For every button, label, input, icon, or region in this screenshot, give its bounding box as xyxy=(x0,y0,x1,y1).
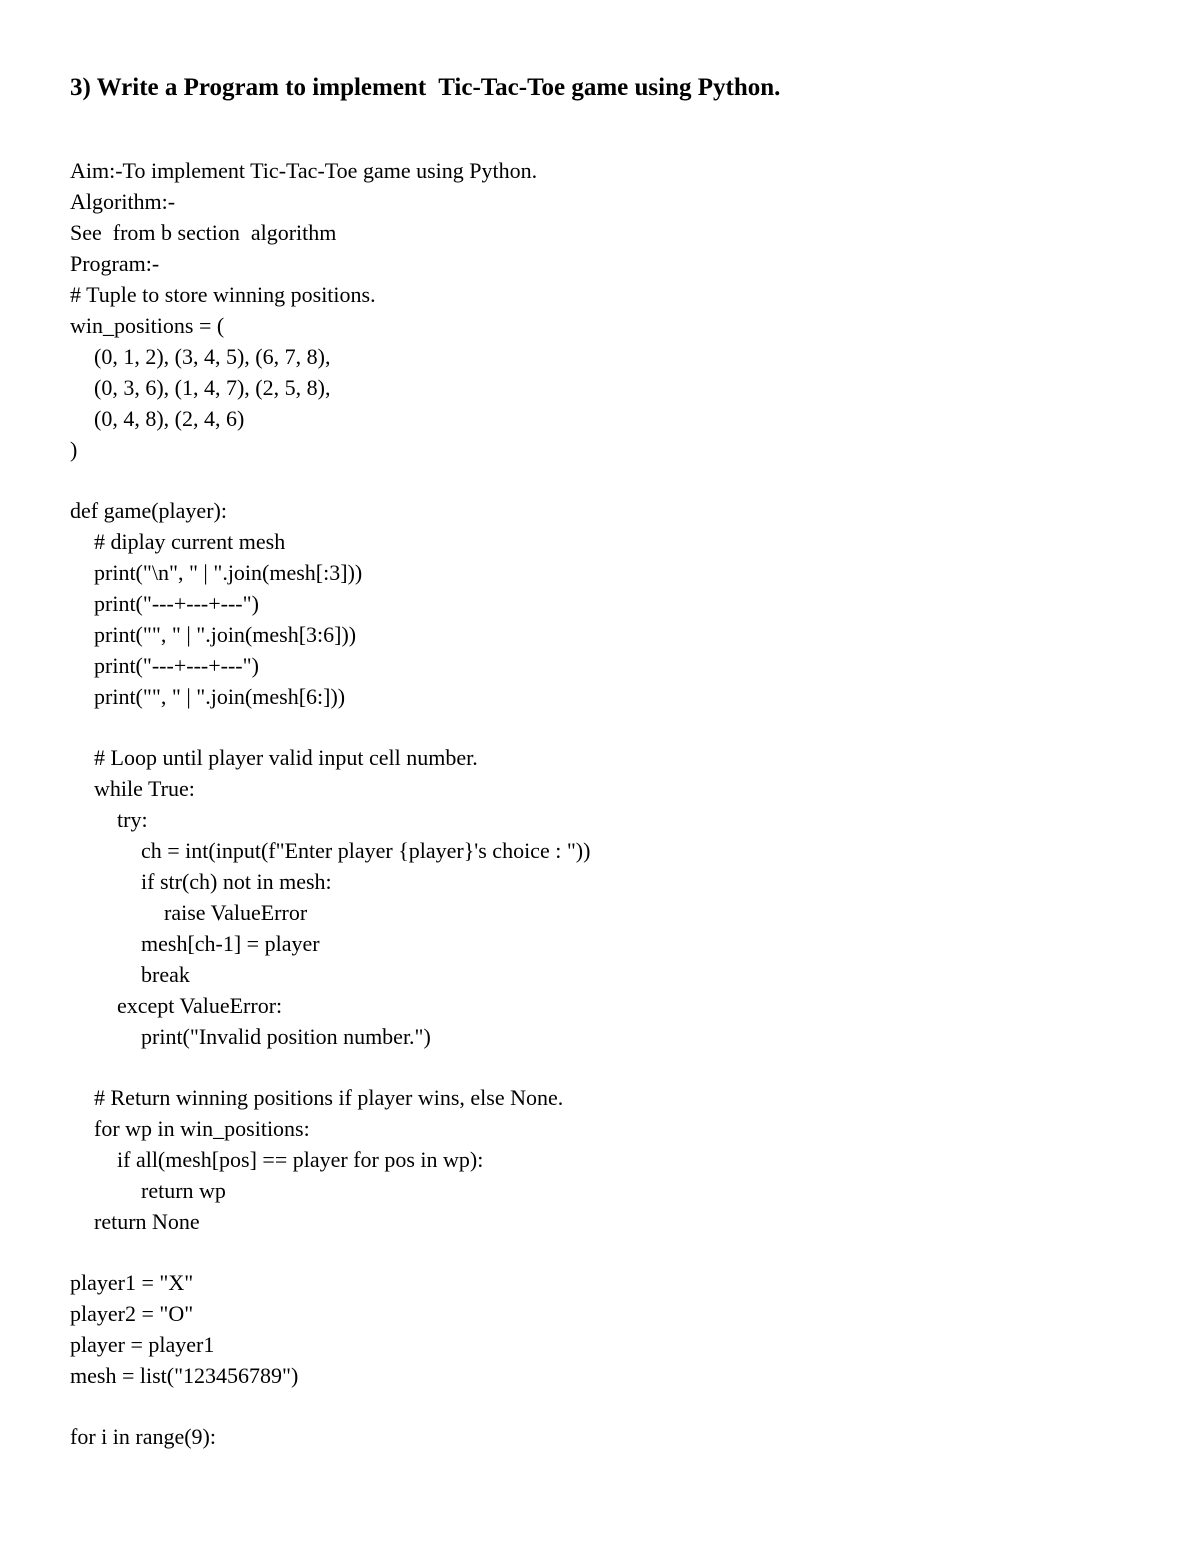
code-line: ) xyxy=(70,437,78,462)
code-line: (0, 3, 6), (1, 4, 7), (2, 5, 8), xyxy=(94,375,331,400)
aim-line: Aim:-To implement Tic-Tac-Toe game using Python. xyxy=(70,158,538,183)
blank-line xyxy=(70,465,1130,495)
code-line: return None xyxy=(94,1209,200,1234)
code-line: player2 = "O" xyxy=(70,1301,194,1326)
code-line: # diplay current mesh xyxy=(94,529,286,554)
blank-line xyxy=(70,712,1130,742)
code-line: while True: xyxy=(94,776,195,801)
code-line: except ValueError: xyxy=(117,993,283,1018)
code-line: break xyxy=(141,962,190,987)
code-line: for i in range(9): xyxy=(70,1424,216,1449)
blank-line xyxy=(70,1052,1130,1082)
code-line: print("\n", " | ".join(mesh[:3])) xyxy=(94,560,363,585)
code-line: if all(mesh[pos] == player for pos in wp): xyxy=(117,1147,484,1172)
code-line: # Tuple to store winning positions. xyxy=(70,282,376,307)
code-line: print("Invalid position number.") xyxy=(141,1024,431,1049)
code-line: raise ValueError xyxy=(164,900,308,925)
code-line: win_positions = ( xyxy=(70,313,225,338)
code-line: if str(ch) not in mesh: xyxy=(141,869,332,894)
code-line: try: xyxy=(117,807,148,832)
code-line: mesh = list("123456789") xyxy=(70,1363,299,1388)
blank-line xyxy=(70,1391,1130,1421)
code-line: ch = int(input(f"Enter player {player}'s choice : ")) xyxy=(141,838,591,863)
code-line: # Loop until player valid input cell number. xyxy=(94,745,478,770)
code-line: player = player1 xyxy=(70,1332,215,1357)
code-line: return wp xyxy=(141,1178,226,1203)
code-line: def game(player): xyxy=(70,498,227,523)
code-line: print("---+---+---") xyxy=(94,653,259,678)
code-line: print("", " | ".join(mesh[6:])) xyxy=(94,684,346,709)
code-line: (0, 4, 8), (2, 4, 6) xyxy=(94,406,245,431)
algorithm-text: See from b section algorithm xyxy=(70,220,337,245)
code-block xyxy=(70,279,1130,1452)
code-line: for wp in win_positions: xyxy=(94,1116,310,1141)
code-line: mesh[ch-1] = player xyxy=(141,931,320,956)
blank-line xyxy=(70,1237,1130,1267)
code-line: (0, 1, 2), (3, 4, 5), (6, 7, 8), xyxy=(94,344,331,369)
algorithm-heading: Algorithm:- xyxy=(70,189,176,214)
code-line: # Return winning positions if player wins, else None. xyxy=(94,1085,564,1110)
code-line: print("", " | ".join(mesh[3:6])) xyxy=(94,622,357,647)
document-body xyxy=(70,155,1130,1452)
code-line: print("---+---+---") xyxy=(94,591,259,616)
document-title: 3) Write a Program to implement Tic-Tac-Toe game using Python. xyxy=(70,74,781,101)
code-line: player1 = "X" xyxy=(70,1270,194,1295)
program-heading: Program:- xyxy=(70,251,160,276)
